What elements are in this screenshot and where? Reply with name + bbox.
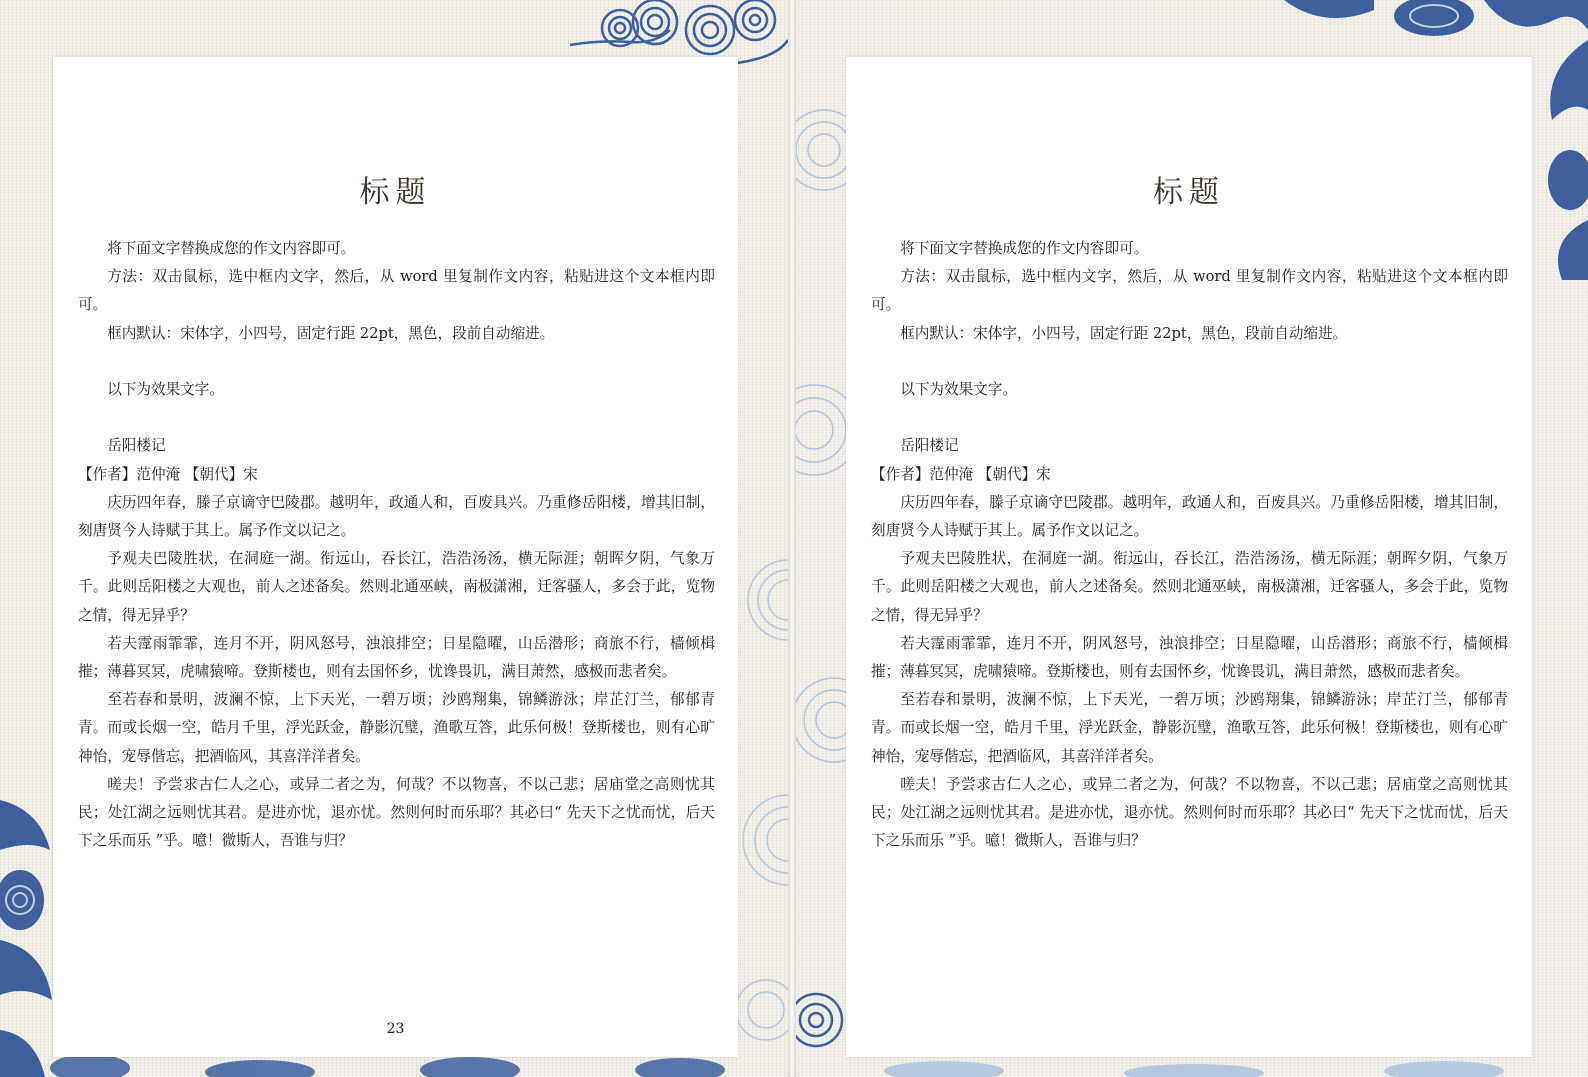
effect-heading: 以下为效果文字。	[107, 381, 224, 398]
essay-paragraph: 至若春和景明，波澜不惊，上下天光，一碧万顷；沙鸥翔集，锦鳞游泳；岸芷汀兰，郁郁青青。而或长烟一空，皓月千里，浮光跃金，静影沉璧，渔歌互答，此乐何极！登斯楼也，则有心旷神怡，宠辱偕忘，把酒临风，其喜洋洋者矣。	[871, 691, 1508, 765]
essay-paragraph: 若夫霪雨霏霏，连月不开，阴风怒号，浊浪排空；日星隐曜，山岳潜形；商旅不行，樯倾楫摧；薄暮冥冥，虎啸猿啼。登斯楼也，则有去国怀乡，忧谗畏讥，满目萧然，感极而悲者矣。	[78, 634, 715, 681]
byline: 【作者】范仲淹 【朝代】宋	[871, 465, 1051, 483]
blue-white-porcelain-floral	[1532, 40, 1588, 280]
wave-swirl-pattern	[736, 80, 788, 1077]
essay-paragraph: 嗟夫！予尝求古仁人之心，或异二者之为，何哉？不以物喜，不以己悲；居庙堂之高则忧其民；处江湖之远则忧其君。是进亦忧，退亦忧。然则何时而乐耶？其必曰“ 先天下之忧而忧，后天下之乐而乐 ”乎。噫！微斯人，吾谁与归？	[78, 775, 715, 850]
essay-paragraph: 至若春和景明，波澜不惊，上下天光，一碧万顷；沙鸥翔集，锦鳞游泳；岸芷汀兰，郁郁青青。而或长烟一空，皓月千里，浮光跃金，静影沉璧，渔歌互答，此乐何极！登斯楼也，则有心旷神怡，宠辱偕忘，把酒临风，其喜洋洋者矣。	[78, 691, 715, 765]
essay-title: 岳阳楼记	[107, 437, 166, 455]
essay-paragraph: 予观夫巴陵胜状，在洞庭一湖。衔远山，吞长江，浩浩汤汤，横无际涯；朝晖夕阴，气象万千。此则岳阳楼之大观也，前人之述备矣。然则北通巫峡，南极潇湘，迁客骚人，多会于此，览物之情，得无异乎？	[78, 550, 715, 624]
essay-paragraph: 庆历四年春，滕子京谪守巴陵郡。越明年，政通人和，百废具兴。乃重修岳阳楼，增其旧制，刻唐贤今人诗赋于其上。属予作文以记之。	[78, 493, 715, 539]
intro-line: 方法：双击鼠标，选中框内文字，然后，从 word 里复制作文内容，粘贴进这个文本框内即可。	[871, 268, 1508, 314]
intro-line: 将下面文字替换成您的作文内容即可。	[107, 240, 356, 257]
text-box[interactable]	[871, 235, 1508, 855]
page-title: 标题	[359, 175, 432, 210]
wave-swirl-pattern	[794, 0, 848, 1077]
left-page	[53, 57, 738, 1057]
intro-line: 框内默认：宋体字，小四号，固定行距 22pt，黑色，段前自动缩进。	[900, 324, 1348, 342]
intro-line: 将下面文字替换成您的作文内容即可。	[900, 240, 1149, 257]
text-box[interactable]	[78, 235, 715, 855]
book-spine	[788, 0, 796, 1077]
essay-title: 岳阳楼记	[900, 437, 959, 455]
effect-heading: 以下为效果文字。	[900, 381, 1017, 398]
intro-line: 框内默认：宋体字，小四号，固定行距 22pt，黑色，段前自动缩进。	[107, 324, 555, 342]
blue-white-porcelain-floral	[0, 790, 60, 1077]
blank-line	[871, 404, 1508, 432]
essay-paragraph: 庆历四年春，滕子京谪守巴陵郡。越明年，政通人和，百废具兴。乃重修岳阳楼，增其旧制，刻唐贤今人诗赋于其上。属予作文以记之。	[871, 493, 1508, 539]
essay-paragraph: 嗟夫！予尝求古仁人之心，或异二者之为，何哉？不以物喜，不以己悲；居庙堂之高则忧其民；处江湖之远则忧其君。是进亦忧，退亦忧。然则何时而乐耶？其必曰“ 先天下之忧而忧，后天下之乐而乐 ”乎。噫！微斯人，吾谁与归？	[871, 775, 1508, 850]
page-title: 标题	[1153, 175, 1225, 210]
page-number: 23	[386, 1021, 405, 1037]
blank-line	[78, 348, 715, 376]
right-page	[846, 57, 1532, 1057]
essay-paragraph: 若夫霪雨霏霏，连月不开，阴风怒号，浊浪排空；日星隐曜，山岳潜形；商旅不行，樯倾楫摧；薄暮冥冥，虎啸猿啼。登斯楼也，则有去国怀乡，忧谗畏讥，满目萧然，感极而悲者矣。	[871, 634, 1508, 681]
intro-line: 方法：双击鼠标，选中框内文字，然后，从 word 里复制作文内容，粘贴进这个文本框内即可。	[78, 268, 715, 314]
blank-line	[78, 404, 715, 432]
byline: 【作者】范仲淹 【朝代】宋	[78, 465, 258, 483]
blank-line	[871, 348, 1508, 376]
essay-paragraph: 予观夫巴陵胜状，在洞庭一湖。衔远山，吞长江，浩浩汤汤，横无际涯；朝晖夕阴，气象万千。此则岳阳楼之大观也，前人之述备矣。然则北通巫峡，南极潇湘，迁客骚人，多会于此，览物之情，得无异乎？	[871, 550, 1508, 624]
